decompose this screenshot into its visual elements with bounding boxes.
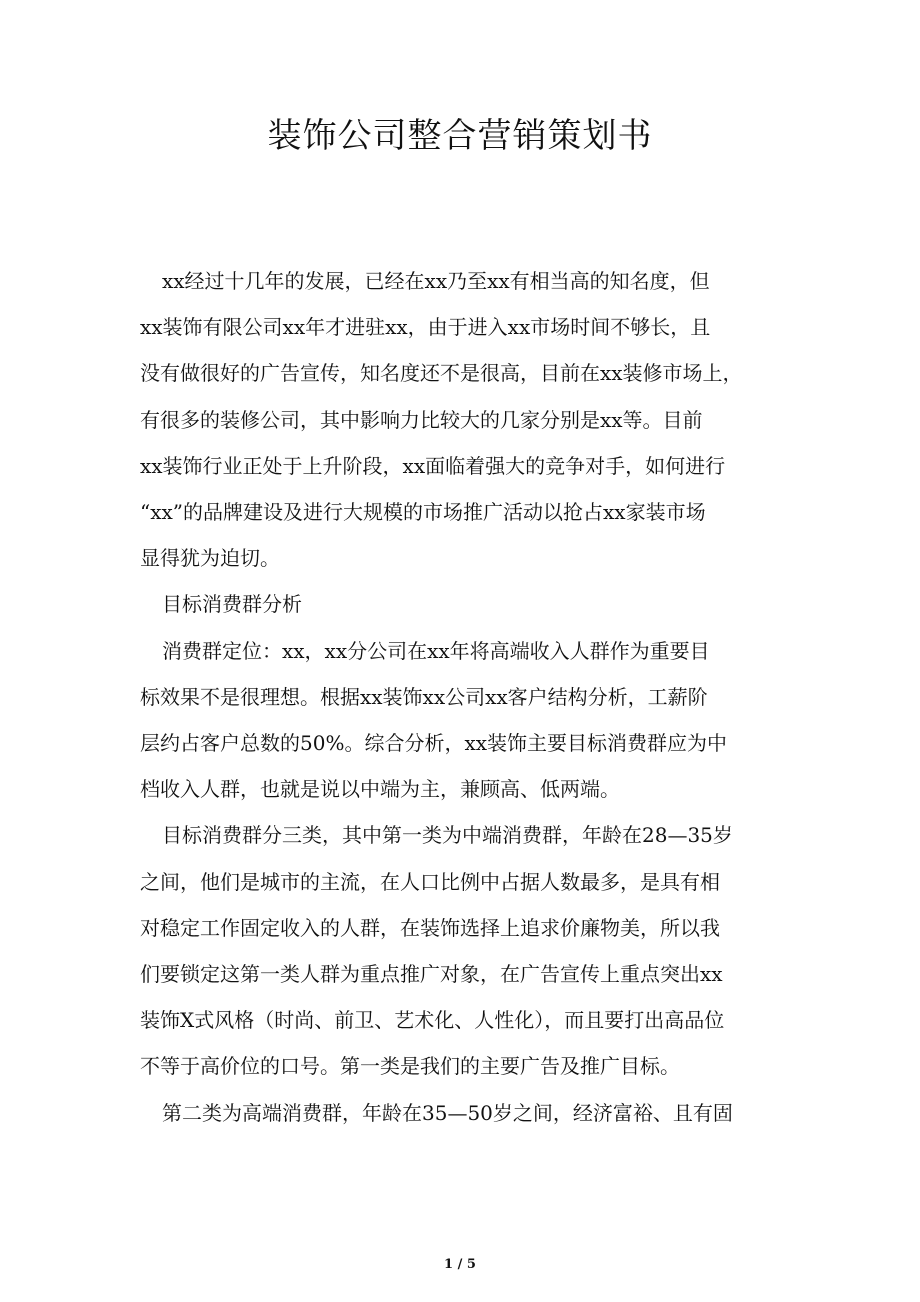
text-line: xx装饰行业正处于上升阶段，xx面临着强大的竞争对手，如何进行 [140,454,726,478]
page-number: 1 / 5 [444,1257,476,1272]
text-line: 不等于高价位的口号。第一类是我们的主要广告及推广目标。 [140,1054,680,1078]
text-line: 装饰X式风格（时尚、前卫、艺术化、人性化），而且要打出高品位 [140,1008,725,1032]
text-line: “xx”的品牌建设及进行大规模的市场推广活动以抢占xx家装市场 [140,500,706,524]
text-line: 档收入人群，也就是说以中端为主，兼顾高、低两端。 [140,777,620,801]
text-line: 们要锁定这第一类人群为重点推广对象，在广告宣传上重点突出xx [140,962,723,986]
text-line: 标效果不是很理想。根据xx装饰xx公司xx客户结构分析，工薪阶 [140,685,708,709]
text-line: 有很多的装修公司，其中影响力比较大的几家分别是xx等。目前 [140,408,703,432]
text-line: 目标消费群分三类，其中第一类为中端消费群，年龄在28—35岁 [162,823,733,847]
text-line: 层约占客户总数的50%。综合分析，xx装饰主要目标消费群应为中 [140,731,728,755]
text-line: 之间，他们是城市的主流，在人口比例中占据人数最多，是具有相 [140,870,720,894]
text-line: 对稳定工作固定收入的人群，在装饰选择上追求价廉物美，所以我 [140,916,720,940]
text-line: xx装饰有限公司xx年才进驻xx，由于进入xx市场时间不够长，且 [140,315,711,339]
text-line: 显得犹为迫切。 [140,546,280,570]
text-line: 没有做很好的广告宣传，知名度还不是很高，目前在xx装修市场上， [140,361,743,385]
text-line: 第二类为高端消费群，年龄在35—50岁之间，经济富裕、且有固 [162,1101,733,1125]
section-heading: 目标消费群分析 [162,592,302,616]
text-line: xx经过十几年的发展，已经在xx乃至xx有相当高的知名度，但 [162,269,710,293]
text-line: 消费群定位：xx，xx分公司在xx年将高端收入人群作为重要目 [162,639,710,663]
page-title: 装饰公司整合营销策划书 [267,116,653,156]
